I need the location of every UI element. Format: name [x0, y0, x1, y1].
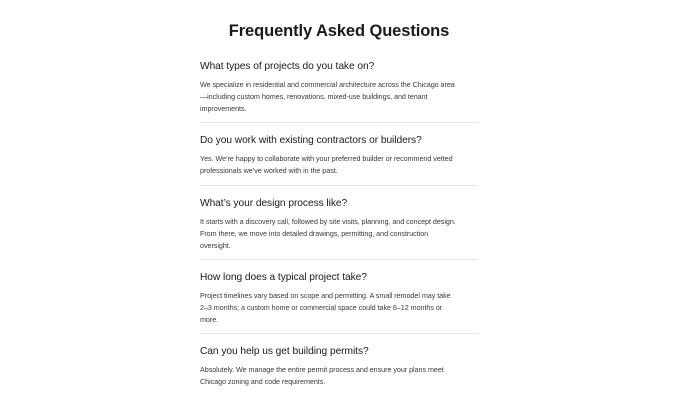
faq-title: Frequently Asked Questions [228, 22, 450, 40]
faq-answer [200, 153, 478, 177]
faq-divider [200, 122, 478, 123]
faq-answer [200, 79, 478, 115]
faq-question: How long does a typical project take? [200, 272, 367, 283]
faq-answer-line: Project timelines vary based on scope and permitting. A small remodel may take [200, 291, 451, 300]
faq-divider [200, 185, 478, 186]
faq-answer-line: We specialize in residential and commercial architecture across the Chicago area [200, 80, 455, 89]
faq-answer-line: Yes. We’re happy to collaborate with your preferred builder or recommend vetted [200, 154, 453, 163]
faq-question: Do you work with existing contractors or builders? [200, 135, 422, 146]
faq-answer-line: Absolutely. We manage the entire permit process and ensure your plans meet [200, 365, 444, 374]
faq-answer [200, 364, 478, 388]
faq-question: Can you help us get building permits? [200, 346, 369, 357]
faq-answer-line: improvements. [200, 104, 247, 113]
faq-answer [200, 216, 478, 252]
faq-item [200, 197, 478, 252]
faq-answer [200, 290, 478, 326]
faq-answer-line: 2–3 months; a custom home or commercial space could take 6–12 months or [200, 303, 443, 312]
faq-answer-line: professionals we’ve worked with in the past. [200, 166, 338, 175]
faq-item [200, 60, 478, 115]
faq-item [200, 345, 478, 388]
faq-answer-line: It starts with a discovery call, followed by site visits, planning, and concept design. [200, 217, 456, 226]
faq-answer-line: Chicago zoning and code requirements. [200, 377, 326, 386]
faq-answer-line: —including custom homes, renovations, mixed-use buildings, and tenant [200, 92, 428, 101]
faq-answer-line: more. [200, 315, 219, 324]
faq-answer-line: oversight. [200, 241, 231, 250]
faq-item [200, 271, 478, 326]
faq-question: What types of projects do you take on? [200, 61, 375, 72]
faq-divider [200, 333, 478, 334]
faq-divider [200, 259, 478, 260]
faq-question: What’s your design process like? [200, 198, 348, 209]
faq-item [200, 134, 478, 177]
faq-answer-line: From there, we move into detailed drawings, permitting, and construction [200, 229, 429, 238]
